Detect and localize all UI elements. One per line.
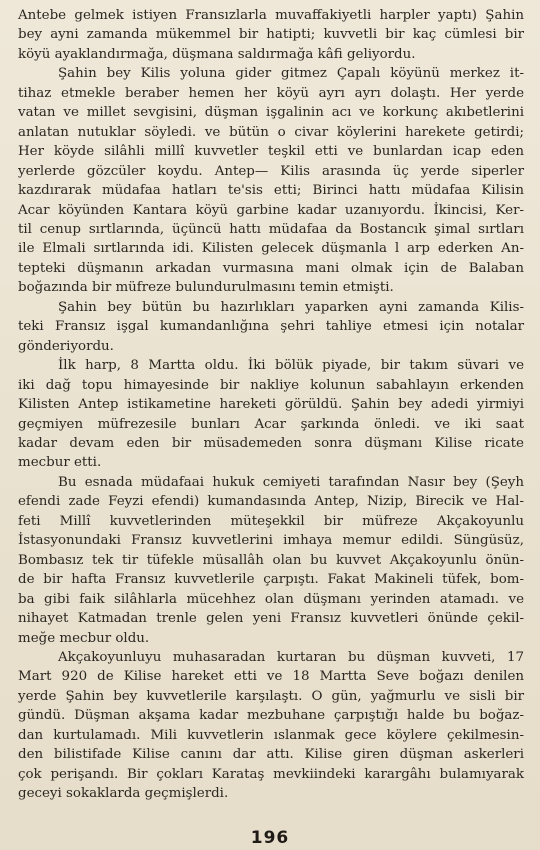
text-line: köyü ayaklandırmağa, düşmana saldırmağa kâfi geliyordu. xyxy=(18,46,416,62)
text-line: til cenup sırtlarında, üçüncü hattı müdafaa da Bostancık şimal sırtları xyxy=(18,221,524,237)
text-line: Bombasız tek tir tüfekle müsallâh olan bu kuvvet Akçakoyunlu önün- xyxy=(18,552,524,568)
page-number: 196 xyxy=(250,828,290,848)
text-line: feti Millî kuvvetlerinden müteşekkil bir müfreze Akçakoyunlu xyxy=(18,513,524,529)
text-line: geceyi sokaklarda geçmişlerdi. xyxy=(18,786,229,802)
text-line: geçmiyen müfrezesile bunları Acar şarkında önledi. ve iki saat xyxy=(18,416,524,432)
text-line: dan kurtulamadı. Mili kuvvetlerin ıslanmak gece köylere çekilmesin- xyxy=(18,727,524,743)
paragraph xyxy=(18,64,524,297)
text-line: efendi zade Feyzi efendi) kumandasında Antep, Nizip, Birecik ve Hal- xyxy=(18,494,524,510)
text-line: Kilisten Antep istikametine hareketi görüldü. Şahin bey adedi yirmiyi xyxy=(18,397,524,413)
text-line: İstasyonundaki Fransız kuvvetlerini imhaya memur edildi. Süngüsüz, xyxy=(18,533,524,549)
text-line: bey ayni zamanda mükemmel bir hatipti; kuvvetli bir kaç cümlesi bir xyxy=(18,27,524,43)
text-line: ba gibi faik silâhlarla mücehhez olan düşmanı yerinden atamadı. ve xyxy=(18,591,524,607)
text-line: mecbur etti. xyxy=(18,455,102,471)
text-line: vatan ve millet sevgisini, düşman işgalinin acı ve korkunç akıbetlerini xyxy=(18,105,524,121)
text-line: iki dağ topu himayesinde bir nakliye kolunun sabahlayın erkenden xyxy=(18,377,524,393)
paragraph xyxy=(18,298,524,356)
text-line: ile Elmali sırtlarında idi. Kilisten gelecek düşmanla l arp ederken An- xyxy=(18,241,524,257)
text-line: Bu esnada müdafaai hukuk cemiyeti tarafından Nasır bey (Şeyh xyxy=(58,474,524,490)
text-line: Akçakoyunluyu muhasaradan kurtaran bu düşman kuvveti, 17 xyxy=(58,649,524,665)
text-line: gündü. Düşman akşama kadar mezbuhane çarpıştığı halde bu boğaz- xyxy=(18,708,524,724)
text-line: tepteki düşmanın arkadan vurmasına mani olmak için de Balaban xyxy=(18,260,524,276)
text-line: de bir hafta Fransız kuvvetlerile çarpıştı. Fakat Makineli tüfek, bom- xyxy=(18,572,524,588)
text-line: teki Fransız işgal kumandanlığına şehri tahliye etmesi için notalar xyxy=(18,319,524,335)
text-line: Şahin bey bütün bu hazırlıkları yaparken ayni zamanda Kilis- xyxy=(58,299,524,315)
text-line: anlatan nutuklar söyledi. ve bütün o civar köylerini harekete getirdi; xyxy=(18,124,524,140)
text-line: yerlerde gözcüler koydu. Antep— Kilis arasında üç yerde siperler xyxy=(18,163,524,179)
text-line: çok perişandı. Bir çokları Karataş mevkiindeki karargâhı bulamıyarak xyxy=(18,766,524,782)
text-line: Acar köyünden Kantara köyü garbine kadar uzanıyordu. İkincisi, Ker- xyxy=(18,202,524,218)
text-line: kazdırarak müdafaa hatları te'sis etti; Birinci hattı müdafaa Kilisin xyxy=(18,183,524,199)
text-line: Her köyde silâhli millî kuvvetler teşkil etti ve bunlardan icap eden xyxy=(18,144,524,160)
text-line: tihaz etmekle beraber hemen her köyü ayrı ayrı dolaştı. Her yerde xyxy=(18,85,524,101)
text-line: İlk harp, 8 Martta oldu. İki bölük piyade, bir takım süvari ve xyxy=(58,358,524,374)
paragraph xyxy=(18,648,524,804)
text-line: Antebe gelmek istiyen Fransızlarla muvaffakiyetli harpler yaptı) Şahin xyxy=(18,8,524,23)
text-line: gönderiyordu. xyxy=(18,338,114,354)
paragraph xyxy=(18,356,524,473)
paragraph xyxy=(18,6,524,64)
paragraph xyxy=(18,473,524,648)
text-line: meğe mecbur oldu. xyxy=(18,630,150,646)
text-line: den bilistifade Kilise canını dar attı. Kilise giren düşman askerleri xyxy=(18,747,524,763)
body-text xyxy=(18,6,524,804)
text-line: boğazında bir müfreze bulundurulmasını temin etmişti. xyxy=(18,280,394,296)
text-line: Mart 920 de Kilise hareket etti ve 18 Martta Seve boğazı denilen xyxy=(18,669,524,685)
text-line: nihayet Katmadan trenle gelen yeni Fransız kuvvetleri önünde çekil- xyxy=(18,611,524,627)
text-line: Şahin bey Kilis yoluna gider gitmez Çapalı köyünü merkez it- xyxy=(58,66,524,82)
text-line: yerde Şahin bey kuvvetlerile karşılaştı. O gün, yağmurlu ve sisli bir xyxy=(18,688,524,704)
text-line: kadar devam eden bir müsademeden sonra düşmanı Kilise ricate xyxy=(18,435,524,451)
